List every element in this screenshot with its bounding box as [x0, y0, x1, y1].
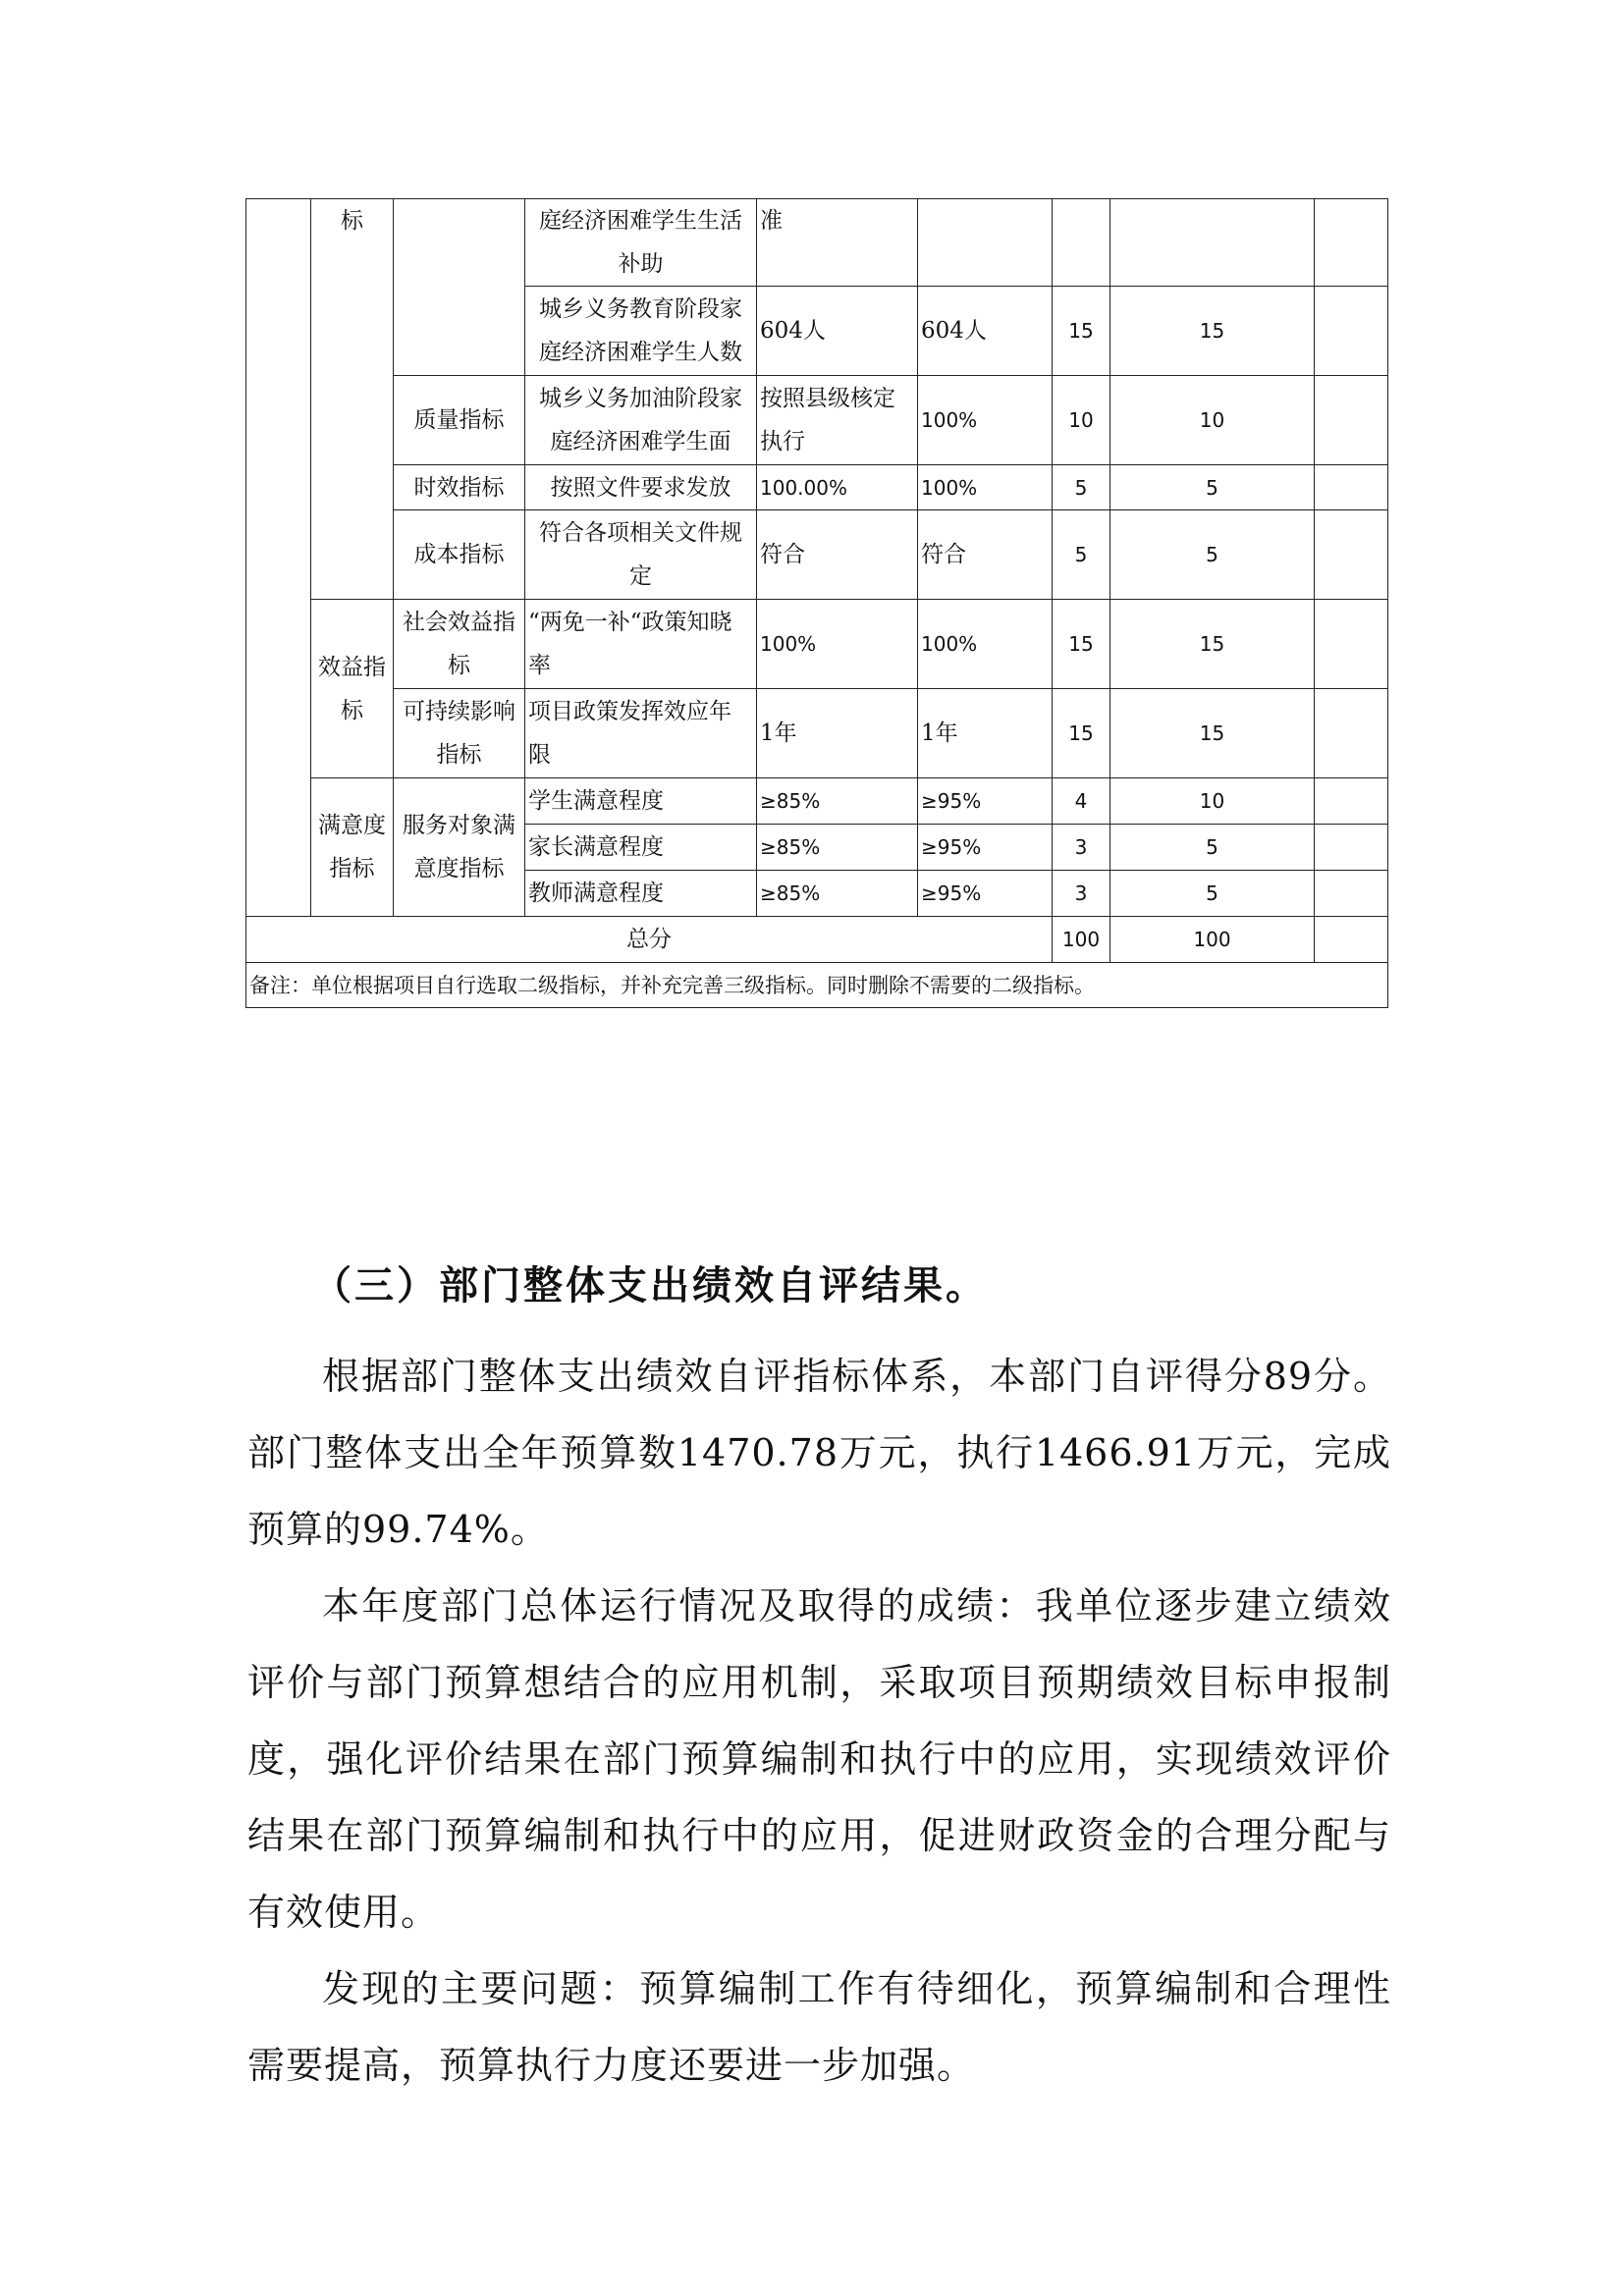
actual-cell: ≥95%: [918, 778, 1053, 825]
note-row: [246, 963, 1388, 1008]
target-cell: 604人: [757, 287, 918, 376]
indicator-cell: 符合各项相关文件规定: [525, 510, 757, 600]
actual-cell: [918, 199, 1053, 287]
weight-cell: 3: [1053, 825, 1110, 871]
table-row: [246, 510, 1388, 600]
table-row: [246, 600, 1388, 689]
score-cell: 5: [1110, 465, 1315, 510]
score-cell: 5: [1110, 825, 1315, 871]
target-cell: ≥85%: [757, 778, 918, 825]
deviation-cell: [1315, 689, 1388, 778]
total-score: 100: [1110, 917, 1315, 963]
actual-cell: 100%: [918, 465, 1053, 510]
paragraph-achievements: 本年度部门总体运行情况及取得的成绩：我单位逐步建立绩效评价与部门预算想结合的应用机制，采取项目预期绩效目标申报制度，强化评价结果在部门预算编制和执行中的应用，实现绩效评价结果在部门预算编制和执行中的应用，促进财政资金的合理分配与有效使用。: [247, 1584, 1391, 1934]
score-cell: 5: [1110, 871, 1315, 917]
indicator-cell: 项目政策发挥效应年限: [525, 689, 757, 778]
score-cell: 5: [1110, 510, 1315, 600]
level3-cell: 可持续影响指标: [394, 689, 525, 778]
paragraph-problems: 发现的主要问题：预算编制工作有待细化，预算编制和合理性需要提高，预算执行力度还要进一步加强。: [247, 1967, 1391, 2087]
target-cell: 准: [757, 199, 918, 287]
level3-cell: [394, 199, 525, 376]
actual-cell: 604人: [918, 287, 1053, 376]
target-cell: 100.00%: [757, 465, 918, 510]
deviation-cell: [1315, 825, 1388, 871]
weight-cell: 15: [1053, 600, 1110, 689]
deviation-cell: [1315, 917, 1388, 963]
deviation-cell: [1315, 376, 1388, 465]
level2-cell: 效益指标: [311, 600, 394, 778]
weight-cell: 10: [1053, 376, 1110, 465]
target-cell: 100%: [757, 600, 918, 689]
deviation-cell: [1315, 465, 1388, 510]
indicator-cell: 庭经济困难学生生活补助: [525, 199, 757, 287]
performance-indicator-table: [245, 198, 1388, 1008]
score-cell: 10: [1110, 778, 1315, 825]
indicator-cell: “两免一补“政策知晓率: [525, 600, 757, 689]
weight-cell: 5: [1053, 510, 1110, 600]
section-heading: （三）部门整体支出绩效自评结果。: [312, 1263, 988, 1308]
deviation-cell: [1315, 510, 1388, 600]
indicator-cell: 教师满意程度: [525, 871, 757, 917]
total-label: 总分: [246, 917, 1053, 963]
target-cell: ≥85%: [757, 825, 918, 871]
table-row: [246, 199, 1388, 287]
table-row: [246, 689, 1388, 778]
actual-cell: ≥95%: [918, 825, 1053, 871]
table-row: [246, 465, 1388, 510]
score-cell: [1110, 199, 1315, 287]
total-weight: 100: [1053, 917, 1110, 963]
deviation-cell: [1315, 287, 1388, 376]
paragraph-score-summary: 根据部门整体支出绩效自评指标体系，本部门自评得分89分。部门整体支出全年预算数1470.78万元，执行1466.91万元，完成预算的99.74%。: [247, 1355, 1391, 1551]
score-cell: 15: [1110, 689, 1315, 778]
level3-cell: 时效指标: [394, 465, 525, 510]
indicator-cell: 按照文件要求发放: [525, 465, 757, 510]
weight-cell: 3: [1053, 871, 1110, 917]
level3-cell: 成本指标: [394, 510, 525, 600]
deviation-cell: [1315, 871, 1388, 917]
actual-cell: 符合: [918, 510, 1053, 600]
target-cell: 1年: [757, 689, 918, 778]
level3-cell: 质量指标: [394, 376, 525, 465]
table-row: [246, 778, 1388, 825]
level3-cell: 服务对象满意度指标: [394, 778, 525, 917]
weight-cell: [1053, 199, 1110, 287]
actual-cell: 1年: [918, 689, 1053, 778]
actual-cell: 100%: [918, 600, 1053, 689]
indicator-cell: 城乡义务加油阶段家庭经济困难学生面: [525, 376, 757, 465]
weight-cell: 15: [1053, 689, 1110, 778]
indicator-cell: 家长满意程度: [525, 825, 757, 871]
table-row: [246, 376, 1388, 465]
actual-cell: 100%: [918, 376, 1053, 465]
score-cell: 15: [1110, 600, 1315, 689]
level2-cell: 标: [311, 199, 394, 600]
level2-cell: 满意度指标: [311, 778, 394, 917]
indicator-cell: 城乡义务教育阶段家庭经济困难学生人数: [525, 287, 757, 376]
level1-cell: [246, 199, 311, 917]
weight-cell: 15: [1053, 287, 1110, 376]
score-cell: 10: [1110, 376, 1315, 465]
deviation-cell: [1315, 199, 1388, 287]
actual-cell: ≥95%: [918, 871, 1053, 917]
table-note: 备注：单位根据项目自行选取二级指标，并补充完善三级指标。同时删除不需要的二级指标。: [246, 963, 1388, 1008]
target-cell: ≥85%: [757, 871, 918, 917]
deviation-cell: [1315, 778, 1388, 825]
deviation-cell: [1315, 600, 1388, 689]
target-cell: 符合: [757, 510, 918, 600]
weight-cell: 5: [1053, 465, 1110, 510]
score-cell: 15: [1110, 287, 1315, 376]
target-cell: 按照县级核定执行: [757, 376, 918, 465]
weight-cell: 4: [1053, 778, 1110, 825]
level3-cell: 社会效益指标: [394, 600, 525, 689]
total-row: [246, 917, 1388, 963]
indicator-cell: 学生满意程度: [525, 778, 757, 825]
